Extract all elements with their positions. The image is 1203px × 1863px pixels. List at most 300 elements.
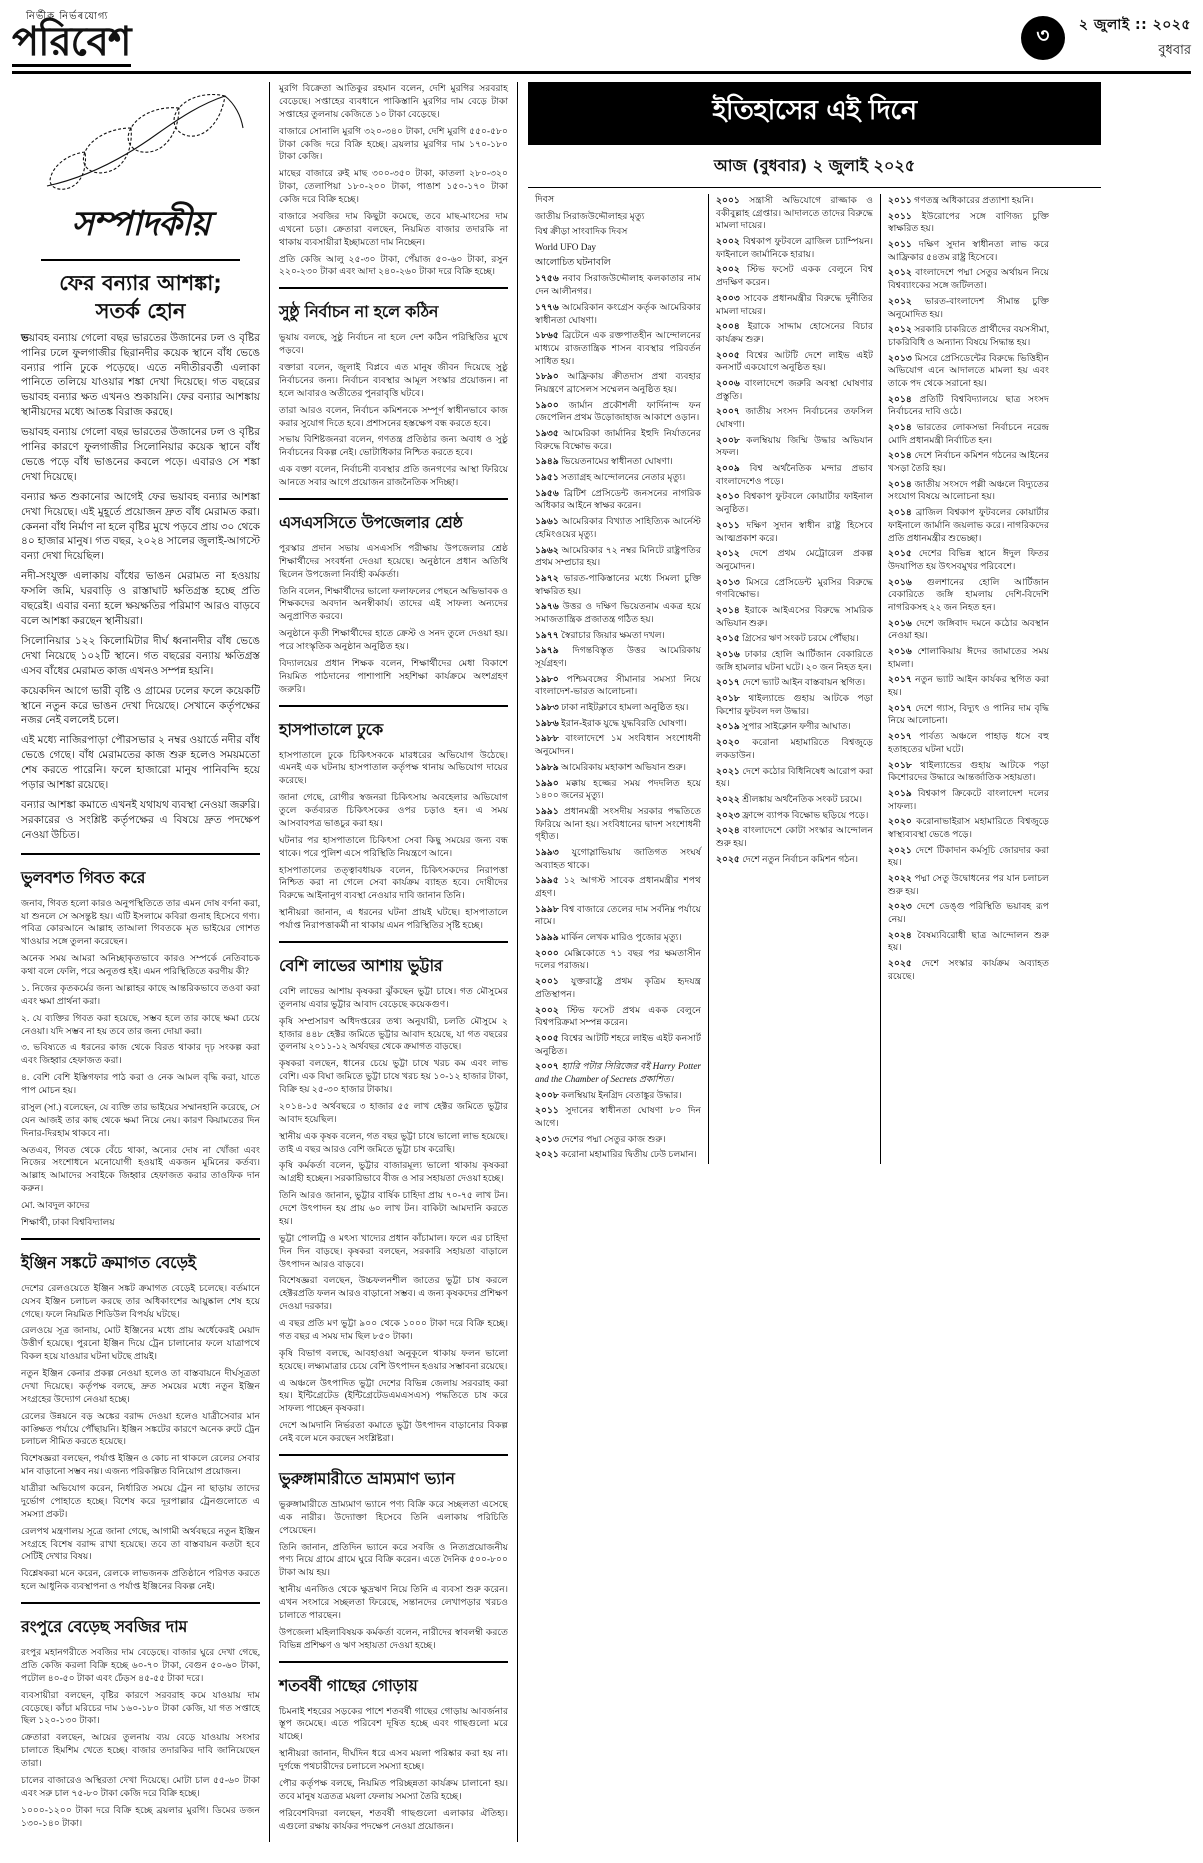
history-entry-year: ২০০৮ (535, 1089, 559, 1100)
history-entry-text: গ্রিসের ঋণ সংকট চরমে পৌঁছায়। (742, 633, 859, 644)
history-entry-year: ২০১৪ (888, 478, 912, 489)
history-entry-year: ২০১২ (888, 267, 912, 278)
history-entry-text: করোনা মহামারিতে বিশ্বজুড়ে লকডাউন। (716, 737, 873, 760)
history-entry-year: ২০২৫ (888, 958, 912, 969)
history-entry (535, 701, 701, 714)
history-entry-text: থাইল্যান্ডে গুহায় আটকে পড়া কিশোর ফুটবল দল উদ্ধার। (716, 693, 873, 716)
history-entry-text: দেশে ভ্যাট আইন বাস্তবায়ন স্থগিত। (742, 677, 866, 688)
history-entry (716, 720, 873, 733)
history-entry-text: বিশ্ব বাজারে তেলের দাম সর্বনিম্ন পর্যায়ে নামে। (535, 903, 701, 927)
article-paragraph: মাছের বাজারে রুই মাছ ৩০০-৩৫০ টাকা, কাতলা ২৮০-৩২০ টাকা, তেলাপিয়া ১৮০-২০০ টাকা, পাঙাশ ১৫০-১৭০ টাকা কেজি দরে বিক্রি হচ্ছে। (279, 168, 508, 204)
history-entry-year: ২০২১ (716, 765, 740, 776)
history-entry-text: দক্ষিণ সুদান স্বাধীন রাষ্ট্র হিসেবে আত্মপ্রকাশ করে। (716, 519, 874, 543)
column-two (269, 82, 517, 1842)
article-headline[interactable]: ইঞ্জিন সঙ্কটে ক্রমাগত বেড়েই (21, 1252, 196, 1272)
page-content (12, 82, 1191, 1842)
history-entry-year: ১৯০০ (535, 399, 559, 410)
article-paragraph: চালের বাজারেও অস্থিরতা দেখা দিয়েছে। মোটা চাল ৫৫-৬০ টাকা এবং সরু চাল ৭৫-৮০ টাকা কেজি দরে বিক্রি হচ্ছে। (21, 1774, 260, 1798)
history-entry-year: ১৯৭৯ (535, 645, 559, 656)
history-entry-text: নতুন ভ্যাট আইন কার্যকর স্থগিত করা হয়। (888, 674, 1049, 698)
history-entry-year: ২০১৬ (888, 576, 912, 587)
article-paragraph: ঘটনার পর হাসপাতালে চিকিৎসা সেবা কিছু সময়ের জন্য বন্ধ থাকে। পরে পুলিশ এসে পরিস্থিতি নিয়ন্ত্রণে আনে। (279, 834, 508, 858)
history-entry (535, 1104, 701, 1129)
article-paragraph: সভায় বিশিষ্টজনরা বলেন, গণতন্ত্র প্রতিষ্ঠার জন্য অবাধ ও সুষ্ঠু নির্বাচনের বিকল্প নেই। ভোটাধিকার নিশ্চিত করতে হবে। (279, 434, 508, 458)
history-entry-year: ১৯৮৯ (535, 761, 559, 772)
history-entry-year: ১৯৬২ (535, 544, 559, 555)
history-entry (888, 900, 1049, 925)
history-entry-text: সরকারি চাকরিতে প্রার্থীদের বয়সসীমা, চাকরিবিধি ও অন্যান্য বিষয়ে সিদ্ধান্ত হয়। (888, 324, 1049, 347)
history-entry-text: শ্রীলঙ্কায় অর্থনৈতিক সংকট চরমে। (742, 793, 863, 804)
article-paragraph: রেলওয়ে সূত্র জানায়, মোট ইঞ্জিনের মধ্যে প্রায় অর্ধেকেরই মেয়াদ উত্তীর্ণ হয়েছে। পুরনো ইঞ্জিন দিয়ে ট্রেন চালানোর ফলে যাত্রাপথে বিকল হয়ে যাওয়ার ঘটনা ঘটছে প্রায়ই। (21, 1325, 260, 1362)
history-entry-year: ২০২৫ (716, 853, 740, 864)
article-paragraph: এ বছর প্রতি মণ ভুট্টা ৯০০ থেকে ১০০০ টাকা দরে বিক্রি হচ্ছে। গত বছর এ সময় দাম ছিল ৮৫০ টাকা। (279, 1318, 508, 1341)
history-columns (528, 194, 1101, 1164)
history-entry-text: মিসরে প্রেসিডেন্টের বিরুদ্ধে ভিত্তিহীন অভিযোগ এনে আদালতে মামলা হয় এবং তাকে পদ থেকে সরানো হয়। (888, 352, 1050, 388)
history-entry-text: ফ্রান্সে ব্যাপক বিক্ষোভ ছড়িয়ে পড়ে। (742, 809, 869, 820)
history-entry-text: করোনাভাইরাস মহামারিতে বিশ্বজুড়ে স্বাস্থ্যব্যবস্থা ভেঙে পড়ে। (888, 816, 1049, 839)
history-entry-year: ২০১৬ (888, 617, 912, 628)
article-paragraph: ভুয়ায় বলছে, সুষ্ঠু নির্বাচন না হলে দেশ কঠিন পরিস্থিতির মুখে পড়বে। (279, 332, 508, 356)
history-entry-year: ১৯৮৩ (535, 702, 559, 713)
history-entry-year: ১৯৯৫ (535, 875, 559, 886)
history-entry-year: ২০১৭ (888, 731, 912, 742)
history-entry (535, 732, 701, 757)
article-headline[interactable]: ভুরুঙ্গামারীতে ভ্রাম্যমাণ ভ্যান (279, 1468, 455, 1488)
history-entry (888, 295, 1049, 320)
history-entry (535, 777, 701, 802)
history-entry-year: ২০০০ (535, 947, 559, 958)
article-paragraph: এ অঞ্চলে উৎপাদিত ভুট্টা দেশের বিভিন্ন জেলায় সরবরাহ করা হয়। ইন্টিগ্রেটেড (ইন্টিগ্রেটেডএমএসএস) পদ্ধতিতে চাষ করে সাফল্য পাচ্ছেন কৃষকরা। (279, 1377, 508, 1414)
history-entry-text: দেশে ডেঙ্গু পরিস্থিতি ভয়াবহ রূপ নেয়। (888, 901, 1050, 925)
history-entry-text: সুপার সাইক্লোন ফণীর আঘাত। (742, 721, 851, 732)
article-paragraph: দেশে আমদানি নির্ভরতা কমাতে ভুট্টা উৎপাদন বাড়ানোর বিকল্প নেই বলে মনে করছেন সংশ্লিষ্টরা। (279, 1420, 508, 1443)
history-entry (888, 957, 1049, 982)
date-block (1079, 13, 1191, 62)
history-entry-year: ১৯৭৭ (535, 629, 559, 640)
history-entry-text: ভারত-বাংলাদেশ সীমান্ত চুক্তি অনুমোদিত হয়। (888, 295, 1050, 319)
history-entry-year: ২০১১ (888, 210, 912, 221)
history-entry-text: সাবেক প্রধানমন্ত্রীর বিরুদ্ধে দুর্নীতির মামলা দায়ের। (716, 292, 873, 316)
history-entry-text: পার্বত্য অঞ্চলে পাহাড় ধসে বহু হতাহতের ঘটনা ঘটে। (888, 731, 1050, 754)
history-entry-year: ২০০৮ (716, 434, 740, 445)
editorial-title (21, 269, 260, 326)
article-paragraph: মুরগি বিক্রেতা আতিকুর রহমান বলেন, দেশি মুরগির সরবরাহ বেড়েছে। সপ্তাহের ব্যবধানে পাকিস্তানি মুরগির দাম বেড়ে টাকা সপ্তাহের তুলনায় কেজিতে ১০ টাকা বেড়েছে। (279, 83, 508, 119)
article-paragraph: অনুষ্ঠানে কৃতী শিক্ষার্থীদের হাতে ক্রেস্ট ও সনদ তুলে দেওয়া হয়। পরে সাংস্কৃতিক অনুষ্ঠান অনুষ্ঠিত হয়। (279, 628, 508, 651)
history-entry (535, 1133, 701, 1146)
history-entry-year: ২০০১ (535, 976, 559, 987)
article-paragraph: রেলের উন্নয়নে বড় অঙ্কের বরাদ্দ দেওয়া হলেও যাত্রীসেবার মান কাঙ্ক্ষিত পর্যায়ে পৌঁছায়নি। ইঞ্জিন সঙ্কটের কারণে অনেক রুটে ট্রেন চলাচল সীমিত করতে হয়েছে। (21, 1410, 260, 1447)
history-entry-text: গণতন্ত্র অধিকারের প্রত্যাশা হয়নি। (914, 195, 1034, 205)
history-entry-year: ১৯৮৮ (535, 733, 559, 744)
history-entry-year: ২০১০ (716, 491, 740, 502)
article-paragraph: স্থানীয়রা জানান, দীর্ঘদিন ধরে এসব ময়লা পরিষ্কার করা হয় না। দুর্গন্ধে পথচারীদের চলাচলে সমস্যা হচ্ছে। (279, 1748, 508, 1771)
article-paragraph: রংপুর মহানগরীতে সবজির দাম বেড়েছে। বাজার ঘুরে দেখা গেছে, প্রতি কেজি করলা বিক্রি হচ্ছে ৬০-৭০ টাকা, বেগুন ৫০-৬০ টাকা, পটোল ৪০-৫০ টাকা এবং ঢেঁড়স ৪৫-৫৫ টাকা দরে। (21, 1647, 260, 1683)
editorial-paragraph: সিলোনিয়ার ১২২ কিলোমিটার দীর্ঘ ধ্বনানদীর বাঁধ ভেঙে দেখা নিয়েছে ১০২টি স্থানে। গত বছরের বন্যায় ক্ষতিগ্রস্ত এসব বাঁধের মেরামত কাজ এখনও সম্পন্ন হয়নি। (21, 635, 260, 677)
logo-tagline: নিৰ্ভীক নিৰ্ভৰযোগ্য (26, 10, 109, 22)
history-entry (716, 824, 873, 849)
history-entry-text: বিশ্বকাপ ফুটবলে কোয়ার্টার ফাইনাল অনুষ্ঠিত। (716, 491, 874, 515)
history-entry-text: করোনা মহামারির দ্বিতীয় ঢেউ চলমান। (561, 1149, 697, 1160)
history-entry (716, 809, 873, 822)
article-paragraph: উপজেলা মহিলাবিষয়ক কর্মকর্তা বলেন, নারীদের স্বাবলম্বী করতে বিভিন্ন প্রশিক্ষণ ও ঋণ সহায়তা দেওয়া হচ্ছে। (279, 1626, 508, 1650)
article-paragraph: বিদ্যালয়ের প্রধান শিক্ষক বলেন, শিক্ষার্থীদের মেধা বিকাশে নিয়মিত পাঠদানের পাশাপাশি সহশিক্ষা কার্যক্রমে অংশগ্রহণ জরুরি। (279, 657, 508, 694)
history-entry-year: ১৯৯৯ (535, 932, 559, 943)
history-entry (716, 462, 873, 487)
history-entry-text: ১২ আগস্ট সাবেক প্রধানমন্ত্রীর শপথ গ্রহণ। (535, 875, 701, 898)
history-entry (535, 427, 701, 452)
history-entry-text: প্রধানমন্ত্রী সংসদীয় সরকার পদ্ধতিতে ফিরিয়ে আনা হয়। সংবিধানের দ্বাদশ সংশোধনী গৃহীত। (535, 805, 701, 842)
history-entry (888, 421, 1049, 446)
section-divider (279, 1454, 508, 1456)
article-paragraph: তিনি আরও জানান, ভুট্টার বার্ষিক চাহিদা প্রায় ৭০-৭৫ লাখ টন। দেশে উৎপাদন হয় প্রায় ৬০ লাখ টন। বাকিটা আমদানি করতে হয়। (279, 1190, 508, 1226)
history-entry-year: ২০০২ (716, 236, 740, 247)
article-paragraph: বিশ্লেষকরা মনে করেন, রেলকে লাভজনক প্রতিষ্ঠানে পরিণত করতে হলে আধুনিক ব্যবস্থাপনা ও পর্যাপ্ত ইঞ্জিনের বিকল্প নেই। (21, 1568, 260, 1592)
article-headline[interactable]: এসএসসিতে উপজেলার শ্রেষ্ঠ (279, 512, 463, 532)
history-entry-year: ১৯৯১ (535, 805, 559, 816)
article-paragraph: তিনি বলেন, শিক্ষার্থীদের ভালো ফলাফলের পেছনে অভিভাবক ও শিক্ষকদের অবদান অনস্বীকার্য। তাদের এই সাফল্য অন্যদের অনুপ্রাণিত করবে। (279, 585, 508, 622)
history-day-entry: World UFO Day (535, 242, 597, 253)
leaf-illustration (21, 82, 260, 202)
history-entry (716, 736, 873, 761)
article-paragraph: বিশেষজ্ঞরা বলছেন, উচ্চফলনশীল জাতের ভুট্টা চাষ করলে হেক্টরপ্রতি ফলন আরও বাড়ানো সম্ভব। এ জন্য কৃষকদের প্রশিক্ষণ দেওয়া দরকার। (279, 1275, 508, 1312)
history-entry-year: ২০১৫ (888, 548, 912, 559)
history-entry-text: মক্কায় হজ্জের সময় পদদলিত হয়ে ১৪০০ জনের মৃত্যু। (535, 777, 701, 801)
history-entry (535, 455, 701, 468)
history-entry-year: ২০১৬ (888, 646, 912, 656)
history-entry-text: যুগোস্লাভিয়ায় জাতিগত সংঘর্ষ অব্যাহত থাকে। (535, 846, 701, 870)
history-entry-year: ২০০৭ (716, 406, 740, 417)
logo-title: পরিবেশ (12, 18, 131, 65)
history-entry (888, 478, 1049, 503)
history-entry-year: ২০০৪ (716, 321, 740, 332)
publication-day: বুধবার (1158, 43, 1191, 58)
history-events-label: আলোচিত ঘটনাবলি (535, 257, 611, 268)
history-entry-text: বাংলাদেশে জরুরি অবস্থা ঘোষণার প্রস্তুতি। (716, 377, 874, 401)
editorial-paragraph: ভয়াবহ বন্যায় গেলো বছর ভারতের উজানের ঢল ও বৃষ্টির পানির কারণে ফুলগাজীর সিলোনিয়ার কয়েক স্থানে বাঁধ ভেঙে পড়ে বাঁধ ভাঙনের কবলে পড়ে। এবারও সে শঙ্কা দেখা দিয়েছে। (21, 427, 260, 483)
history-entry-year: ২০১২ (888, 324, 912, 335)
history-entry-year: ১৯৭৬ (535, 601, 559, 612)
article-headline[interactable]: সুষ্ঠু নির্বাচন না হলে কঠিন (279, 302, 439, 322)
history-banner: ইতিহাসের এই দিনে (528, 82, 1101, 145)
history-entry (716, 676, 873, 689)
article-headline[interactable]: বেশি লাভের আশায় ভুট্টার (279, 955, 443, 975)
history-entry (535, 572, 701, 597)
history-entry-year: ১৯৯৩ (535, 846, 559, 857)
history-entry-year: ১৯৬১ (535, 516, 559, 527)
history-entry-year: ২০১৩ (888, 352, 912, 363)
history-entry (535, 846, 701, 871)
history-entry (535, 544, 701, 569)
history-entry-text: ইরাকে সাদ্দাম হোসেনের বিচার কার্যক্রম শুরু। (716, 321, 873, 344)
history-entry-text: আমেরিকা জার্মানির ইহুদি নির্যাতনের বিরুদ্ধে বিক্ষোভ করে। (535, 428, 701, 451)
history-entry-year: ২০১৪ (888, 450, 912, 461)
history-entry-year: ১৯৭২ (535, 572, 559, 583)
history-entry (535, 471, 701, 484)
history-entry (716, 490, 873, 515)
history-entry-year: ২০০৯ (716, 463, 740, 474)
history-entry-text: বিশ্বের আটটি দেশে লাইভ এইট কনসার্ট একযোগে অনুষ্ঠিত হয়। (716, 349, 873, 373)
section-divider (21, 1238, 260, 1240)
history-entry (716, 576, 873, 601)
history-entry-text: নবাব সিরাজউদ্দৌলাহ কলকাতার নাম দেন আলীনগর। (535, 273, 702, 297)
history-entry-text: ব্রিটিশ প্রেসিডেন্ট জনসনের নাগরিক অধিকার আইনে স্বাক্ষর করেন। (535, 487, 702, 511)
history-entry-year: ২০১৩ (716, 576, 740, 587)
history-entry (888, 929, 1049, 954)
history-entry-year: ২০১৬ (716, 649, 740, 659)
history-entry (888, 617, 1049, 642)
history-entry (716, 853, 873, 866)
history-entry (888, 844, 1049, 869)
article-paragraph: বাজারে সোনালি মুরগি ৩২০-৩৪০ টাকা, দেশি মুরগি ৫৫০-৫৮০ টাকা কেজি দরে বিক্রি হচ্ছে। ব্রয়লার মুরগির দাম ১৭০-১৮০ টাকা কেজি। (279, 125, 508, 162)
history-entry (888, 238, 1049, 263)
history-entry-year: ১৯৮০ (535, 673, 559, 684)
history-entry-year: ২০২৩ (888, 901, 912, 912)
history-entry (535, 1089, 701, 1102)
section-divider (279, 941, 508, 943)
history-entry-text: ব্রিটেনে এক রক্তপাতহীন আন্দোলনের মাধ্যমে রাজতান্ত্রিক শাসন ব্যবস্থার পরিবর্তন সাধিত হয়। (535, 330, 702, 366)
article-paragraph: স্থানীয়রা জানান, এ ধরনের ঘটনা প্রায়ই ঘটছে। হাসপাতালে পর্যাপ্ত নিরাপত্তাকর্মী না থাকায় এমন পরিস্থিতির সৃষ্টি হচ্ছে। (279, 907, 508, 930)
history-entry-text: প্রতিটি বিশ্ববিদ্যালয়ে ছাত্র সংসদ নির্বাচনের দাবি ওঠে। (888, 393, 1049, 417)
history-entry-year: ২০০২ (535, 1004, 559, 1015)
article-paragraph: কৃষি কর্মকর্তা বলেন, ভুট্টার বাজারমূল্য ভালো থাকায় কৃষকরা আগ্রহী হচ্ছেন। সরকারিভাবে বীজ ও সার সহায়তা দেওয়া হচ্ছে। (279, 1160, 508, 1184)
history-entry (535, 975, 701, 1000)
editorial-paragraph: ভয়াবহ বন্যায় গেলো বছর ভারতের উজানের ঢল ও বৃষ্টির পানির ঢলে ফুলগাজীর ছিরানদীর কয়েক স্থানে বাঁধ ভেঙে বন্যার পানি ঢুকে পড়েছে। এতে নদীতীরবর্তী এলাকা পানিতে তলিয়ে যাওয়ার শঙ্কা দেখা দিয়েছে। গত বছরের ভয়াবহ বন্যার ক্ষত এখনও শুকায়নি। ফের বন্যার আশঙ্কায় স্থানীয়দের মধ্যে আতঙ্ক বিরাজ করছে। (21, 332, 260, 419)
history-entry-text: ইউরোপের সঙ্গে বাণিজ্য চুক্তি স্বাক্ষরিত হয়। (888, 210, 1050, 234)
history-entry-text: সত্যাগ্রহ আন্দোলনের নেতার মৃত্যু। (561, 472, 686, 483)
article-paragraph: রেলপথ মন্ত্রণালয় সূত্রে জানা গেছে, আগামী অর্থবছরে নতুন ইঞ্জিন সংগ্রহে বিশেষ বরাদ্দ রাখা হয়েছে। তবে তা বাস্তবায়ন কতটা হবে সেটিই দেখার বিষয়। (21, 1525, 260, 1562)
history-entry-text: দেশে কঠোর বিধিনিষেধ আরোপ করা হয়। (716, 765, 873, 789)
editorial-paragraph: এই মধ্যে নাজিরপাড়া পৌরসভার ২ নম্বর ওয়ার্ডে নদীর বাঁধ ভেঙে গেছে। বাঁধ মেরামতের কাজ শুরু হলেও সময়মতো শেষ করতে পারেনি। ফলে হাজারো মানুষ পানিবন্দি হয়ে পড়ার আশঙ্কা রয়েছে। (21, 735, 260, 792)
history-entry-year: ১৭৭৬ (535, 301, 559, 312)
history-entry-text: বিশ্ব অর্থনৈতিক মন্দার প্রভাব বাংলাদেশেও পড়ে। (716, 463, 873, 486)
history-entry-year: ২০১২ (716, 548, 740, 559)
history-entry (535, 399, 701, 424)
history-entry-year: ১৯৪৯ (535, 456, 559, 467)
history-entry (888, 872, 1049, 897)
history-entry (888, 702, 1049, 727)
history-entry-text: জার্মান প্রকৌশলী ফার্দিনান্দ ফন জেপেলিন প্রথম উড়োজাহাজ আকাশে ওড়ান। (535, 399, 702, 423)
history-entry-year: ২০২২ (888, 873, 912, 883)
history-entry (535, 629, 701, 642)
logo-block (12, 9, 131, 67)
history-entry-text: আমেরিকার বিখ্যাত সাহিত্যিক আর্নেস্ট হেমিংওয়ের মৃত্যু। (535, 516, 702, 539)
history-entry-text: দক্ষিণ সুদান স্বাধীনতা লাভ করে আফ্রিকার ৫৪তম রাষ্ট্র হিসেবে। (888, 239, 1050, 262)
article-paragraph: রাসুল (সা.) বলেছেন, যে ব্যক্তি তার ভাইয়ের সম্মানহানি করেছে, সে যেন আজই তার কাছ থেকে ক্ষমা নিয়ে নেয়। কারণ কিয়ামতের দিন দিনার-দিরহাম থাকবে না। (21, 1101, 260, 1138)
history-entry-text: দেশের পদ্মা সেতুর কাজ শুরু। (561, 1133, 666, 1144)
history-entry-year: ২০২০ (716, 737, 740, 748)
article-paragraph: ১০০০-১২০০ টাকা দরে বিক্রি হচ্ছে ব্রয়লার মুরগি। ডিমের ডজন ১৩০-১৪০ টাকা। (21, 1804, 260, 1828)
section-divider (279, 705, 508, 707)
history-entry (535, 329, 701, 367)
history-entry (716, 793, 873, 806)
history-entry-text: কলম্বিয়ায় জিম্মি উদ্ধার অভিযান সফল। (716, 434, 874, 458)
history-entry-text: বিশ্বের আটটি শহরে লাইভ এইট কনসার্ট অনুষ্ঠিত। (535, 1032, 701, 1056)
history-entry-text: কলম্বিয়ায় ইনগ্রিদ বেতাঙ্কুর উদ্ধার। (561, 1089, 682, 1100)
history-entry-text: আমেরিকার ৭২ নম্বর মিনিটে রাষ্ট্রপতির প্রথম সম্প্রচার হয়। (535, 544, 701, 568)
article-paragraph: তারা আরও বলেন, নির্বাচন কমিশনকে সম্পূর্ণ স্বাধীনভাবে কাজ করার সুযোগ দিতে হবে। প্রশাসনের হস্তক্ষেপ বন্ধ করতে হবে। (279, 404, 508, 428)
history-entry (535, 1148, 701, 1161)
history-entry-year: ২০১১ (535, 1105, 559, 1116)
history-entry-year: ২০০৫ (535, 1032, 559, 1043)
history-entry-year: ২০০১ (716, 195, 740, 205)
history-entry-text: বিশ্বকাপ ক্রিকেটে বাংলাদেশ দলের সাফল্য। (888, 787, 1049, 811)
article-paragraph: তিনি জানান, প্রতিদিন ভ্যানে করে সবজি ও নিত্যপ্রয়োজনীয় পণ্য নিয়ে গ্রামে গ্রামে ঘুরে বিক্রি করেন। এতে দৈনিক ৫০০-৮০০ টাকা আয় হয়। (279, 1541, 508, 1578)
history-entry-text: যুক্তরাষ্ট্রে প্রথম কৃত্রিম হৃদযন্ত্র প্রতিস্থাপন। (535, 976, 701, 999)
article-paragraph: বেশি লাভের আশায় কৃষকরা ঝুঁকছেন ভুট্টা চাষে। গত মৌসুমের তুলনায় এবার ভুট্টার আবাদ বেড়েছে কয়েকগুণ। (279, 985, 508, 1009)
history-entry-year: ২০১৪ (888, 507, 912, 518)
history-entry-text: ভারতের লোকসভা নির্বাচনে নরেন্দ্র মোদি প্রধানমন্ত্রী নির্বাচিত হন। (888, 422, 1049, 445)
history-entry-text: ঢাকার হোলি আর্টিজান বেকারিতে জঙ্গি হামলার ঘটনা ঘটে। ২০ জন নিহত হন। (716, 649, 873, 672)
history-entry (535, 717, 701, 730)
history-entry-text: জাতীয় সংসদে পল্লী অঞ্চলে বিদ্যুতের সংযোগ বিষয়ে আলোচনা হয়। (888, 478, 1049, 502)
masthead (12, 10, 1191, 74)
article-paragraph: পুরস্কার প্রদান সভায় এসএসসি পরীক্ষায় উপজেলার শ্রেষ্ঠ শিক্ষার্থীদের সংবর্ধনা দেওয়া হয়েছে। অনুষ্ঠানে প্রধান অতিথি ছিলেন উপজেলা নির্বাহী কর্মকর্তা। (279, 542, 508, 579)
article-paragraph: হাসপাতালে ঢুকে চিকিৎসককে মারধরের অভিযোগ উঠেছে। এমনই এক ঘটনায় হাসপাতাল কর্তৃপক্ষ থানায় অভিযোগ দায়ের করেছে। (279, 749, 508, 786)
history-entry-year: ২০১৯ (888, 787, 912, 798)
history-entry-year: ২০২১ (888, 844, 912, 855)
history-entry (535, 1060, 701, 1085)
history-entry (716, 263, 873, 288)
history-entry-year: ২০১১ (888, 195, 912, 205)
history-panel (517, 82, 1101, 1842)
history-entry (888, 210, 1049, 235)
history-entry-text: শোলাকিয়ায় ঈদের জামাতের সময় হামলা। (888, 646, 1050, 669)
article-headline[interactable]: হাসপাতালে ঢুকে (279, 719, 383, 739)
article-byline: মো. আবদুল কাদের (21, 1200, 90, 1211)
history-entry-year: ১৭৫৬ (535, 273, 559, 284)
history-entry-text: দেশে নির্বাচন কমিশন গঠনের আইনের খসড়া তৈরি হয়। (888, 450, 1050, 474)
history-entry-text: দিগন্তবিস্তৃত উত্তর আমেরিকায় সূর্যগ্রহণ। (535, 645, 702, 668)
history-entry (716, 235, 873, 260)
history-entry-text: আমেরিকায় মহাকাশ অভিযান শুরু। (561, 761, 686, 772)
history-entry (535, 673, 701, 698)
article-paragraph: বিশেষজ্ঞরা বলছেন, পর্যাপ্ত ইঞ্জিন ও কোচ না থাকলে রেলের সেবার মান বাড়ানো সম্ভব নয়। এজন্য পরিকল্পিত বিনিয়োগ প্রয়োজন। (21, 1453, 260, 1477)
article-paragraph: স্থানীয় এনজিও থেকে ক্ষুদ্রঋণ নিয়ে তিনি এ ব্যবসা শুরু করেন। এখন সংসারে সচ্ছলতা ফিরেছে, সন্তানদের লেখাপড়ার খরচও চালাতে পারছেন। (279, 1584, 508, 1620)
history-entry-text: উত্তর ও দক্ষিণ ভিয়েতনাম একত্র হয়ে সমাজতান্ত্রিক প্রজাতন্ত্র গঠিত হয়। (535, 601, 701, 624)
history-entry-year: ২০১৭ (716, 677, 740, 688)
history-entry (888, 323, 1049, 348)
history-entry-year: ২০১৩ (535, 1133, 559, 1144)
history-entry-year: ২০০৩ (716, 292, 740, 303)
article-paragraph: অনেক সময় আমরা অনিচ্ছাকৃতভাবে কারও সম্পর্কে নেতিবাচক কথা বলে ফেলি, পরে অনুতপ্ত হই। এমন পরিস্থিতিতে করণীয় কী? (21, 953, 260, 977)
history-entry-text: মার্কিন লেখক মারিও পুজোর মৃত্যু। (561, 932, 682, 943)
article-headline[interactable]: ভুলবশত গিবত করে (21, 867, 146, 887)
history-entry-text: গুলশানের হোলি আর্টিজান বেকারিতে জঙ্গি হামলায় দেশি-বিদেশি নাগরিকসহ ২২ জন নিহত হন। (888, 576, 1049, 612)
article-paragraph: ব্যবসায়ীরা বলছেন, বৃষ্টির কারণে সরবরাহ কমে যাওয়ায় দাম বেড়েছে। কাঁচা মরিচের দাম ১৬০-১৮০ টাকা কেজি, যা গত সপ্তাহে ছিল ১২০-১৩০ টাকা। (21, 1689, 260, 1726)
history-entry-year: ২০১৭ (888, 674, 912, 685)
article-paragraph: প্রতি কেজি আলু ২৫-৩০ টাকা, পেঁয়াজ ৫০-৬০ টাকা, রসুন ২২০-২৩০ টাকা এবং আদা ২৪০-২৬০ টাকা দরে বিক্রি হচ্ছে। (279, 253, 508, 277)
article-paragraph: অতএব, গিবত থেকে বেঁচে থাকা, অন্যের দোষ না খোঁজা এবং নিজের সংশোধনে মনোযোগী হওয়াই একজন মুমিনের কর্তব্য। আল্লাহ আমাদের সবাইকে জিহ্বার হেফাজত করার তাওফিক দান করুন। (21, 1144, 260, 1194)
article-paragraph: বক্তারা বলেন, জুলাই বিপ্লবে এত মানুষ জীবন দিয়েছে সুষ্ঠু নির্বাচনের জন্য। নির্বাচন ব্যবস্থার আমূল সংস্কার প্রয়োজন। না হলে আবারও অতীতের পুনরাবৃত্তি ঘটবে। (279, 362, 508, 398)
history-entry-text: দেশে গ্যাস, বিদ্যুৎ ও পানির দাম বৃদ্ধি নিয়ে আলোচনা। (888, 702, 1050, 726)
history-entry (535, 644, 701, 669)
editorial-paragraph: বন্যার ক্ষত শুকানোর আগেই ফের ভয়াবহ বন্যার আশঙ্কা দেখা দিয়েছে। এই মুহূর্তে প্রয়োজন দ্রুত বাঁধ মেরামত করা। কেননা বাঁধ নির্মাণ না হলে বৃষ্টির মুখে পড়বে প্রায় ৩০ থেকে ৪০ হাজার মানুষ। গত বছর, ২০২৪ সালের জুলাই-আগস্টে বন্যা দেখা দিয়েছিল। (21, 491, 260, 563)
history-entry-text: স্বৈরাচার জিয়ার ক্ষমতা দখল। (561, 629, 665, 640)
history-entry (888, 576, 1049, 614)
masthead-right (1021, 13, 1191, 62)
history-entry-year: ২০১৪ (888, 393, 912, 404)
history-entry (716, 377, 873, 402)
history-entry-text: পশ্চিমবঙ্গের সীমানার সমস্যা নিয়ে বাংলাদেশ-ভারত আলোচনা। (535, 673, 701, 697)
history-entry (888, 730, 1049, 755)
editorial-label: সম্পাদকীয় (71, 204, 210, 244)
article-paragraph: নতুন ইঞ্জিন কেনার প্রকল্প নেওয়া হলেও তা বাস্তবায়নে দীর্ঘসূত্রতা দেখা দিয়েছে। কর্তৃপক্ষ বলছে, দ্রুত সময়ের মধ্যে নতুন ইঞ্জিন সংগ্রহের উদ্যোগ নেওয়া হচ্ছে। (21, 1368, 260, 1404)
history-entry-text: থাইল্যান্ডের গুহায় আটকে পড়া কিশোরদের উদ্ধারে আন্তর্জাতিক সহায়তা। (888, 759, 1049, 783)
section-divider (279, 1661, 508, 1663)
history-entry-text: দেশে জঙ্গিবাদ দমনে কঠোর অবস্থান নেওয়া হয়। (888, 617, 1050, 641)
history-entry (888, 449, 1049, 474)
history-entry-year: ২০২৪ (888, 929, 912, 940)
editorial-title-line1: ফের বন্যার আশঙ্কা; (59, 271, 222, 295)
history-entry (535, 761, 701, 774)
editorial-paragraph: নদী-সংযুক্ত এলাকায় বাঁধের ভাঙন মেরামত না হওয়ায় ফসলি জমি, ঘরবাড়ি ও রাস্তাঘাট ক্ষতিগ্রস্ত হচ্ছে প্রতি বছরেই। এবার বন্যা হলে ক্ষয়ক্ষতির পরিমাণ আরও বাড়বে বলে আশঙ্কা করছেন স্থানীয়রা। (21, 571, 260, 627)
history-entry (535, 903, 701, 928)
article-headline[interactable]: শতবর্ষী গাছের গোড়ায় (279, 1675, 418, 1695)
history-entry-year: ১৯৮৬ (535, 717, 559, 728)
history-entry-year: ২০২০ (888, 816, 912, 827)
history-entry (535, 947, 701, 972)
history-entry (716, 292, 873, 317)
history-entry-year: ১৮৯০ (535, 371, 559, 382)
history-entry (535, 487, 701, 512)
history-entry (535, 805, 701, 843)
article-byline-affiliation: শিক্ষার্থী, ঢাকা বিশ্ববিদ্যালয় (21, 1216, 115, 1227)
history-column-1 (528, 194, 708, 1164)
history-entry-text: ঢাকা নাইটক্লাবে হামলা অনুষ্ঠিত হয়। (561, 702, 689, 713)
history-entry (888, 787, 1049, 812)
history-entry (716, 519, 873, 544)
article-paragraph: দেশের রেলওয়েতে ইঞ্জিন সঙ্কট ক্রমাগত বেড়েই চলেছে। বর্তমানে যেসব ইঞ্জিন চলাচল করছে তার অধিকাংশের আয়ুষ্কাল শেষ হয়ে গেছে। ফলে নিয়মিত শিডিউল বিপর্যয় ঘটছে। (21, 1282, 260, 1319)
article-paragraph: কৃষকরা বলছেন, ধানের চেয়ে ভুট্টা চাষে খরচ কম এবং লাভ বেশি। এক বিঘা জমিতে ভুট্টা চাষে খরচ হয় ১০-১২ হাজার টাকা, বিক্রি হয় ২৫-৩০ হাজার টাকায়। (279, 1058, 508, 1094)
article-paragraph: স্থানীয় এক কৃষক বলেন, গত বছর ভুট্টা চাষে ভালো লাভ হয়েছে। তাই এ বছর আরও বেশি জমিতে ভুট্টা চাষ করেছি। (279, 1130, 508, 1154)
history-entry-year: ২০০৫ (716, 349, 740, 360)
history-entry-year: ২০১২ (888, 295, 912, 306)
article-paragraph: ক্রেতারা বলছেন, আয়ের তুলনায় ব্যয় বেড়ে যাওয়ায় সংসার চালাতে হিমশিম খেতে হচ্ছে। বাজার তদারকির দাবি জানিয়েছেন তারা। (21, 1732, 260, 1769)
history-entry-year: ১৯৫১ (535, 472, 559, 483)
history-entry (535, 515, 701, 540)
history-entry-year: ২০২৪ (716, 825, 740, 836)
history-column-2 (708, 194, 880, 1164)
history-entry-year: ১৮৬৫ (535, 330, 559, 341)
editorial-paragraph: কয়েকদিন আগে ভারী বৃষ্টি ও গ্রামের ঢলের ফলে কয়েকটি স্থানে নতুন করে ভাঙন দেখা দিয়েছে। সেখানে কর্তৃপক্ষের নজর নেই বললেই চলে। (21, 685, 260, 727)
history-entry-text: বাংলাদেশে ১ম সংবিধান সংশোধনী অনুমোদন। (535, 733, 702, 757)
section-divider (279, 498, 508, 500)
history-entry (888, 759, 1049, 784)
history-entry-year: ২০১৫ (716, 633, 740, 644)
history-entry-text: আমেরিকান কংগ্রেস কর্তৃক আমেরিকার স্বাধীনতা ঘোষণা। (535, 301, 701, 325)
history-entry-text: দেশের বিভিন্ন স্থানে ঈদুল ফিতর উদযাপিত হয় উৎসবমুখর পরিবেশে। (888, 548, 1049, 571)
article-paragraph: জানা গেছে, রোগীর স্বজনরা চিকিৎসায় অবহেলার অভিযোগ তুলে কর্তব্যরত চিকিৎসকের ওপর চড়াও হন। এ সময় আসবাবপত্র ভাঙচুর করা হয়। (279, 792, 508, 828)
history-day-entry: জাতীয় সিরাজউদ্দৌলাহর মৃত্যু (535, 210, 645, 221)
history-entry-text: স্টিভ ফসেট একক বেলুনে বিশ্ব প্রদক্ষিণ করেন। (716, 264, 873, 288)
history-entry-text: দেশে টিকাদান কর্মসূচি জোরদার করা হয়। (888, 844, 1049, 868)
history-entry-text: হ্যারি পটার সিরিজের বই Harry Potter and the Chamber of Secrets প্রকাশিত। (535, 1061, 701, 1084)
history-entry-year: ২০১৮ (888, 759, 912, 770)
history-entry-text: বাংলাদেশে কোটা সংস্কার আন্দোলন শুরু হয়। (716, 825, 874, 848)
history-entry-year: ২০০৭ (535, 1061, 559, 1072)
history-entry (716, 692, 873, 717)
history-entry-text: ভারত-পাকিস্তানের মধ্যে সিমলা চুক্তি স্বাক্ষরিত হয়। (535, 572, 702, 596)
history-subtitle: আজ (বুধবার) ২ জুলাই ২০২৫ (528, 153, 1101, 188)
history-entry-text: আফ্রিকায় ক্রীতদাস প্রথা ব্যবহার নিয়ন্ত্রণে ব্রাসেলস সম্মেলন অনুষ্ঠিত হয়। (535, 371, 701, 394)
history-entry (535, 874, 701, 899)
article-paragraph: বাজারে সবজির দাম কিছুটা কমেছে, তবে মাছ-মাংসের দাম এখনো চড়া। ক্রেতারা বলছেন, নিয়মিত বাজার তদারকি না থাকায় ব্যবসায়ীরা ইচ্ছামতো দাম নিচ্ছেন। (279, 210, 508, 247)
history-entry (888, 266, 1049, 291)
article-headline[interactable]: রংপুরে বেড়েছ সবজির দাম (21, 1617, 188, 1637)
history-entry-text: ইরাকে আইএসের বিরুদ্ধে সামরিক অভিযান শুরু। (716, 604, 873, 628)
article-paragraph: ভুট্টা পোলট্রি ও মৎস্য খাদ্যের প্রধান কাঁচামাল। ফলে এর চাহিদা দিন দিন বাড়ছে। কৃষকরা বলছেন, সরকারি সহায়তা বাড়ালে উৎপাদন আরও বাড়বে। (279, 1232, 508, 1269)
article-paragraph: এক বক্তা বলেন, নির্বাচনী ব্যবস্থার প্রতি জনগণের আস্থা ফিরিয়ে আনতে সবার আগে প্রয়োজন রাজনৈতিক সদিচ্ছা। (279, 464, 508, 487)
